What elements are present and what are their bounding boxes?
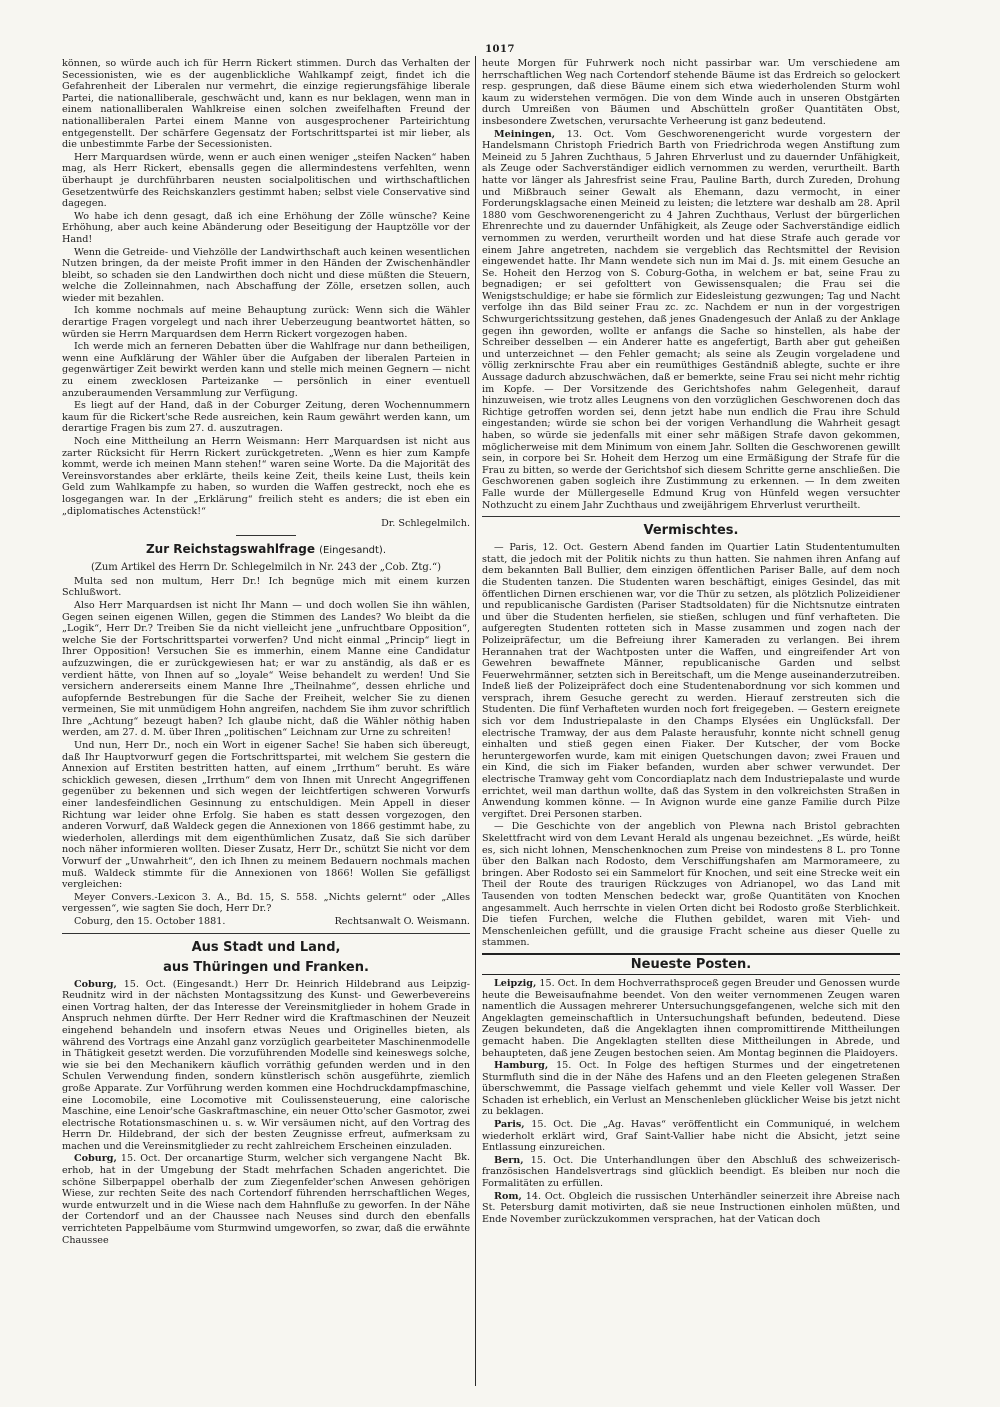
heading-text: Zur Reichstagswahlfrage: [145, 541, 315, 556]
dateline-place: Bern,: [494, 1154, 524, 1166]
article-paragraph: [482, 1119, 900, 1154]
author-signature: Bk.: [454, 1152, 470, 1164]
right-column: [482, 58, 900, 1383]
section-heading: aus Thüringen und Franken.: [163, 959, 369, 975]
article-paragraph: — Die Geschichte von der angeblich von Plewna nach Bristol gebrachten Skelettfracht wird von dem Levant Herald als ungenau bezeichnet. „Es würde, heißt es, sich nicht lohnen, Menschenknochen zum Preise von mindestens 8 L. pro Tonne über den Balkan nach Rodosto, dem Verschiffungshafen am Marmorameere, zu bringen. Aber Rodosto sei ein Sammelort für Knochen, und seit eine Strecke weit ein Theil der Route des traurigen Rückzuges von Adrianopel, wo das Land mit Tausenden von todten Menschen bedeckt war, große Quantitäten von Knochen angesammelt. Auch herrschte in vielen Orten dicht bei Rodosto große Sterblichkeit. Die tiefen Furchen, welche die Fluthen gebildet, waren mit Vieh- und Menschenleichen gefüllt, und die grausige Fracht scheine aus dieser Quelle zu stammen.: [482, 821, 900, 949]
article-intro: (Zum Artikel des Herrn Dr. Schlegelmilch in Nr. 243 der „Cob. Ztg.“): [91, 561, 441, 573]
article-text: 15. Oct. Der orcanartige Sturm, welcher sich vergangene Nacht erhob, hat in der Umgebung der Stadt mehrfachen Schaden angerichtet. Die schöne Silberpappel oberhalb der zum Ziegenfelder'schen Anwesen gehörigen Wiese, zur rechten Seite des nach Cortendorf führenden herrschaftlichen Weges, wurde entwurzelt und in die Wiese nach dem Hahnfluße zu geworfen. In der Nähe der Cortendorf und an der Chaussee nach Neuses sind durch den ebenfalls verrichteten Pappelbäume vom Sturmwind umgeworfen, so zwar, daß die erwähnte Chaussee: [62, 1153, 470, 1246]
dateline-place: Hamburg,: [494, 1060, 549, 1072]
author-signature: Dr. Schlegelmilch.: [381, 518, 470, 530]
article-paragraph: Meyer Convers.-Lexicon 3. A., Bd. 15, S. 558. „Nichts gelernt“ oder „Alles vergessen“, wie sagten Sie doch, Herr Dr.?: [62, 891, 470, 915]
article-paragraph: — Paris, 12. Oct. Gestern Abend fanden im Quartier Latin Studententumulten statt, die jedoch mit der Politik nichts zu thun hatten. Sie nahmen ihren Anfang auf dem bekannten Ball Bullier, dem einzigen öffentlichen Pariser Balle, auf dem noch die Studenten tanzen. Die Studenten waren beschäftigt, einiges Gesindel, das mit öffentlichen Dirnen erschienen war, vor die Thür zu setzen, als plötzlich Polizeidiener und republicanische Gardisten (Pariser Stadtsoldaten) für die Nichtsnutze eintraten und über die Studenten herfielen, sie stießen, schlugen und fünf verhafteten. Die aufgeregten Studenten rotteten sich in Masse zusammen und zogen nach der Polizeipräfectur, um die Befreiung ihrer Kameraden zu verlangen. Bei ihrem Herannahen trat der Wachtposten unter die Waffen, und eingreifender Art von Gewehren bewaffnete Männer, republicanische Garden und selbst Feuerwehrmänner, setzten sich in Bereitschaft, um die Menge auseinanderzutreiben. Indeß ließ der Polizeipräfect doch eine Studentenabordnung vor sich kommen und versprach, ihrem Gesuche gerecht zu werden. Hierauf zerstreuten sich die Studenten. Die fünf Verhafteten wurden noch fort freigegeben. — Gestern ereignete sich vor dem Industriepalaste in den Champs Elysées ein Unglücksfall. Der electrische Tramway, der aus dem Palaste herausfuhr, konnte nicht schnell genug einhalten und stieß gegen einen Fiaker. Der Kutscher, der vom Bocke heruntergeworfen wurde, kam mit einigen Quetschungen davon; zwei Frauen und ein Kind, die sich im Fiaker befanden, wurden aber schwer verwundet. Der electrische Tramway geht vom Concordiaplatz nach dem Industriepalaste und wurde errichtet, weil man darthun wollte, daß das System in den volkreichsten Straßen in Anwendung kommen könne. — In Avignon wurde eine ganze Familie durch Pilze vergiftet. Drei Personen starben.: [482, 542, 900, 820]
article-paragraph: [482, 1191, 900, 1226]
section-heading: Neueste Posten.: [482, 953, 900, 975]
article-text: 14. Oct. Obgleich die russischen Unterhändler seinerzeit ihre Abreise nach St. Petersburg damit motivirten, daß sie neue Instructionen einholen müßten, und Ende November zurückzukommen versprachen, hat der Vatican doch: [482, 1190, 900, 1225]
signature-place-date: Coburg, den 15. October 1881.: [74, 915, 226, 927]
article-paragraph: Also Herr Marquardsen ist nicht Ihr Mann — und doch wollen Sie ihn wählen, Gegen seinen eigenen Willen, gegen die Stimmen des Landes? Wo bleibt da die „Logik“, Herr Dr.? Treiben Sie da nicht vielleicht jene „unfruchtbare Opposition“, welche Sie der Fortschrittspartei vorwerfen? Und nicht einmal „Princip“ liegt in Ihrer Opposition! Versuchen Sie es immerhin, einem Manne eine Candidatur aufzuzwingen, die er zurückgewiesen hat; er war zu anständig, als daß er es verdient hätte, von Ihnen auf so „loyale“ Weise behandelt zu werden! Und Sie versichern andererseits einem Manne Ihre „Theilnahme“, dessen ehrliche und aufopfernde Bestrebungen für die Sache der Freiheit, welcher Sie zu dienen vermeinen, Sie mit unmüdigem Hohn angreifen, nachdem Sie ihm zuvor schriftlich Ihre „Achtung“ bezeugt haben? Ich glaube nicht, daß die Wähler nöthig haben werden, am 27. d. M. über Ihren „politischen“ Leichnam zur Urne zu schreiten!: [62, 599, 470, 739]
heading-note: (Eingesandt).: [319, 544, 387, 556]
article-paragraph: Multa sed non multum, Herr Dr.! Ich begnüge mich mit einem kurzen Schlußwort.: [62, 575, 470, 599]
article-text: 13. Oct. Vom Geschworenengericht wurde vorgestern der Handelsmann Christoph Friedrich Barth von Friedrichroda wegen Anstiftung zum Meineid zu 5 Jahren Zuchthaus, 5 Jahren Ehrverlust und zu dauernder Unfähigkeit, als Zeuge oder Sachverständiger eidlich vernommen zu werden, verurtheilt. Barth hatte vor länger als Jahresfrist seine Frau, Pauline Barth, durch Zureden, Drohung und Mißbrauch seiner Gewalt als Ehemann, dazu vermocht, in einer Forderungsklagsache einen Meineid zu leisten; die letztere war deshalb am 28. April 1880 vom Geschworenengericht zu 4 Jahren Zuchthaus, Verlust der bürgerlichen Ehrenrechte und zu dauernder Unfähigkeit, als Zeuge oder Sachverständige eidlich vernommen zu werden, verurtheilt worden und hat diese Strafe auch gerade vor einem Jahre angetreten, nachdem sie vergeblich das Rechtsmittel der Revision eingewendet hatte. Ihr Mann wendete sich nun im Mai d. Js. mit einem Gesuche an Se. Hoheit den Herzog von S. Coburg-Gotha, in welchem er bat, seine Frau zu begnadigen; er sei gefolttert von Gewissensqualen; die Frau sei die Wenigstschuldige; er habe sie förmlich zur Eidesleistung gezwungen; Tag und Nacht verfolge ihn das Bild seiner Frau zc. zc. Nachdem er nun in der vorgestrigen Schwurgerichtssitzung gestehen, daß jenes Gnadengesuch der Anlaß zu der Anklage gegen ihn geworden, wollte er anfangs die Sache so hinstellen, als habe der Schreiber desselben — ein Anderer hatte es angefertigt, Barth aber gut geheißen und unterzeichnet — den Fehler gemacht; als seine als Zeugin vorgeladene und völlig zerknirschte Frau aber ein reumüthiges Geständniß ablegte, suchte er ihre Aussage dadurch abzuschwächen, daß er bemerkte, seine Frau sei nicht mehr richtig im Kopfe. — Der Vorsitzende des Gerichtshofes nahm Gelegenheit, darauf hinzuweisen, wie trotz alles Leugnens von den vorzüglichen Geschworenen doch das Richtige getroffen worden sei, denn jetzt habe nun endlich die Frau ihre Schuld eingestanden; würde sie schon bei der vorigen Verhandlung die Wahrheit gesagt haben, so würde sie jedenfalls mit einer sehr mäßigen Strafe davon gekommen, möglicherweise mit dem Minimum von einem Jahr. Sollten die Geschworenen gewillt sein, in corpore bei Sr. Hoheit dem Herzog um eine Ermäßigung der Strafe für die Frau zu bitten, so werde der Gerichtshof sich diesem Schritte gerne anschließen. Die Geschworenen gaben sogleich ihre Zustimmung zu erkennen. — In dem zweiten Falle wurde der Müllergeselle Edmund Krug von Hünfeld wegen versuchter Nothzucht zu einem Jahr Zuchthaus und zweijährigem Ehrverlust verurtheilt.: [482, 128, 900, 511]
article-paragraph: [482, 129, 900, 512]
divider-rule: [482, 516, 900, 517]
article-paragraph: können, so würde auch ich für Herrn Rickert stimmen. Durch das Verhalten der Secessionisten, wie es der augenblickliche Wahlkampf zeigt, findet ich die Gefahrenheit der Liberalen nur vermehrt, die einzige regierungsfähige liberale Partei, die nationalliberale, geschwächt und, kann es nur beklagen, wenn man in einem nationalliberalen Wahlkreise einen solchen zweifelhaften Freund der nationalliberalen Partei einem Manne von ausgesprochener Parteirichtung entgegenstellt. Der schärfere Gegensatz der Fortschrittspartei ist mir lieber, als die unbestimmte Farbe der Secessionisten.: [62, 58, 470, 151]
dateline-place: Leipzig,: [494, 977, 537, 989]
article-paragraph: [62, 978, 470, 1164]
column-divider: [475, 56, 476, 1386]
article-paragraph: Ich werde mich an ferneren Debatten über die Wahlfrage nur dann betheiligen, wenn eine Aufklärung der Wähler über die Aufgaben der liberalen Parteien in gegenwärtiger Zeit bewirkt werden kann und stelle mich meinen Gegnern — nicht zu einem zwecklosen Parteizanke — persönlich in einer eventuell anzuberaumenden Versammlung zur Verfügung.: [62, 341, 470, 399]
article-text: 15. Oct. Die Unterhandlungen über den Abschluß des schweizerisch-französischen Handelsvertrags sind glücklich beendigt. Es bleiben nur noch die Formalitäten zu erfüllen.: [482, 1154, 900, 1190]
dateline-place: Paris,: [494, 1119, 525, 1131]
dateline-place: Meiningen,: [494, 128, 556, 140]
signature-line: [62, 916, 470, 928]
dateline-place: Rom,: [494, 1190, 522, 1202]
article-paragraph: Wo habe ich denn gesagt, daß ich eine Erhöhung der Zölle wünsche? Keine Erhöhung, aber auch keine Abänderung oder Beseitigung der Hauptzölle vor der Hand!: [62, 210, 470, 245]
article-paragraph: Herr Marquardsen würde, wenn er auch einen weniger „steifen Nacken“ haben mag, als Herr Rickert, ebensalls gegen die allermindestens verfehlten, wenn überhaupt je durchführbaren neusten socialpolitischen und wirthschaftlichen Gesetzentwürfe des Reichskanzlers gestimmt haben; selbst viele Conservative sind dagegen.: [62, 151, 470, 210]
article-text: 15. Oct. Die „Ag. Havas“ veröffentlicht ein Communiqué, in welchem wiederholt erklärt wird, Graf Saint-Vallier habe nicht die Absicht, jetzt seine Entlassung einzureichen.: [482, 1119, 900, 1154]
dateline-place: Coburg,: [74, 978, 117, 990]
article-text: 15. Oct. (Eingesandt.) Herr Dr. Heinrich Hildebrand aus Leipzig-Reudnitz wird in der nächsten Montagssitzung des Kunst- und Gewerbevereins einen Vortrag halten, der das Interesse der Vereinsmitglieder in hohem Grade in Anspruch nehmen dürfte. Der Herr Redner wird die Kraftmaschinen der Neuzeit eingehend behandeln und insofern etwas Neues und Originelles bieten, als während des Vortrags eine Anzahl ganz vorzüglich gearbeiteter Maschinenmodelle in Thätigkeit gesetzt werden. Die vorzuführenden Modelle sind keineswegs solche, wie sie bei den Mechanikern käuflich vorräthig gefunden werden und in den Schulen Verwendung finden, sondern künstlerisch schön ausgeführte, ziemlich große Apparate. Zur Vorführung werden kommen eine Hochdruckdampfmaschine, eine Locomobile, eine Locomotive mit Coulissensteuerung, eine calorische Maschine, eine Lenoir'sche Gaskraftmaschine, ein neuer Otto'scher Gasmotor, zwei electrische Rotationsmaschinen u. s. w. Wir versäumen nicht, auf den Vortrag des Herrn Dr. Hildebrand, der sich der besten Zeugnisse erfreut, aufmerksam zu machen und die Vereinsmitglieder zu recht zahlreichem Erscheinen einzuladen.: [62, 978, 470, 1152]
article-paragraph: Und nun, Herr Dr., noch ein Wort in eigener Sache! Sie haben sich übereugt, daß Ihr Hauptvorwurf gegen die Fortschrittspartei, mit welchem Sie gestern die Annexion auf Erstiten bestritten hatten, auf einem „Irrthum“ beruht. Es wäre schicklich gewesen, diesen „Irrthum“ dem von Ihnen mit Unrecht Angegriffenen gegenüber zu bekennen und sich wegen der leichtfertigen schweren Vorwurfs einer landesfeindlichen Gesinnung zu entschuldigen. Mein Appell in dieser Richtung war leider ohne Erfolg. Sie haben es statt dessen vorgezogen, den anderen Vorwurf, daß Waldeck gegen die Annexionen von 1866 gestimmt habe, zu wiederholen, allerdings mit dem eigenthümlichen Zusatz, daß Sie sich darüber noch näher informieren wollten. Dieser Zusatz, Herr Dr., schützt Sie nicht vor dem Vorwurf der „Unwahrheit“, den ich Ihnen zu meinem Bedauern nochmals machen muß. Waldeck stimmte für die Annexionen von 1866! Wollen Sie gefälligst vergleichen:: [62, 740, 470, 891]
article-paragraph: Noch eine Mittheilung an Herrn Weismann: Herr Marquardsen ist nicht aus zarter Rücksicht für Herrn Rickert zurückgetreten. „Wenn es hier zum Kampfe kommt, werde ich meinen Mann stehen!“ waren seine Worte. Da die Majorität des Vereinsvorstandes aber erklärte, theils keine Zeit, theils keine Lust, theils kein Geld zum Wahlkampfe zu haben, so wurden die Waffen gestreckt, noch ehe es losgegangen war. In der „Erklärung“ freilich steht es anders; die ist eben ein „diplomatisches Actenstück!“: [62, 436, 470, 517]
page-number: 1017: [485, 44, 515, 55]
article-paragraph: [482, 1060, 900, 1118]
left-column: [62, 58, 470, 1383]
article-paragraph: Wenn die Getreide- und Viehzölle der Landwirthschaft auch keinen wesentlichen Nutzen bringen, da der meiste Profit immer in den Händen der Zwischenhändler bleibt, so schaden sie den Landwirthen doch nicht und diese müßten die Steuern, welche die Zolleinnahmen, nach Abschaffung der Zölle, ersetzen sollen, auch wieder mit bezahlen.: [62, 246, 470, 304]
article-paragraph: [62, 1153, 470, 1246]
article-text: 15. Oct. In dem Hochverrathsproceß gegen Breuder und Genossen wurde heute die Beweisaufnahme beendet. Von den weiter vernommenen Zeugen waren namentlich die Aussagen mehrerer Untersuchungsgefangenen, welche sich mit den Angeklagten gemeinschaftlich in Untersuchungshaft befunden, bedeutend. Diese Zeugen bekundeten, daß die Angeklagten ihnen compromittirende Mittheilungen gemacht haben. Die Angeklagten stellten diese Mittheilungen in Abrede, und behaupteten, daß jene Zeugen bestochen seien. Am Montag beginnen die Plaidoyers.: [482, 977, 900, 1059]
section-heading: Vermischtes.: [643, 523, 739, 539]
divider-rule: [62, 933, 470, 934]
divider-rule: [236, 535, 296, 536]
section-heading: Aus Stadt und Land,: [191, 939, 341, 955]
author-signature: Rechtsanwalt O. Weismann.: [334, 915, 470, 927]
article-paragraph: Es liegt auf der Hand, daß in der Coburger Zeitung, deren Wochennummern kaum für die Rickert'sche Rede ausreichen, kein Raum gewährt werden kann, um derartige Fragen bis zum 27. d. auszutragen.: [62, 400, 470, 435]
article-paragraph: heute Morgen für Fuhrwerk noch nicht passirbar war. Um verschiedene am herrschaftlichen Weg nach Cortendorf stehende Bäume ist das Erdreich so gelockert resp. gesprungen, daß diese Bäume einem sich etwa wiederholenden Sturm wohl kaum zu widerstehen vermögen. Die von dem Winde auch in unseren Obstgärten durch Umreißen von Bäumen und Abschütteln großer Quantitäten Obst, insbesondere Zwetschen, verursachte Verheerung ist ganz bedeutend.: [482, 58, 900, 127]
article-paragraph: [482, 1155, 900, 1190]
section-heading: [62, 541, 470, 559]
article-paragraph: [482, 978, 900, 1059]
dateline-place: Coburg,: [74, 1153, 117, 1165]
article-paragraph: Ich komme nochmals auf meine Behauptung zurück: Wenn sich die Wähler derartige Fragen vorgelegt und nach ihrer Ueberzeugung beantwortet hätten, so würden sie Herrn Marquardsen dem Herrn Rickert vorgezogen haben.: [62, 305, 470, 340]
article-text: 15. Oct. In Folge des heftigen Sturmes und der eingetretenen Sturmfluth sind die in der Nähe des Hafens und an den Fleeten gelegenen Straßen überschwemmt, die Passage vielfach gehemmt und viele Keller voll Wasser. Der Schaden ist erheblich, ein Verlust an Menschenleben glücklicher Weise bis jetzt nicht zu beklagen.: [482, 1060, 900, 1118]
